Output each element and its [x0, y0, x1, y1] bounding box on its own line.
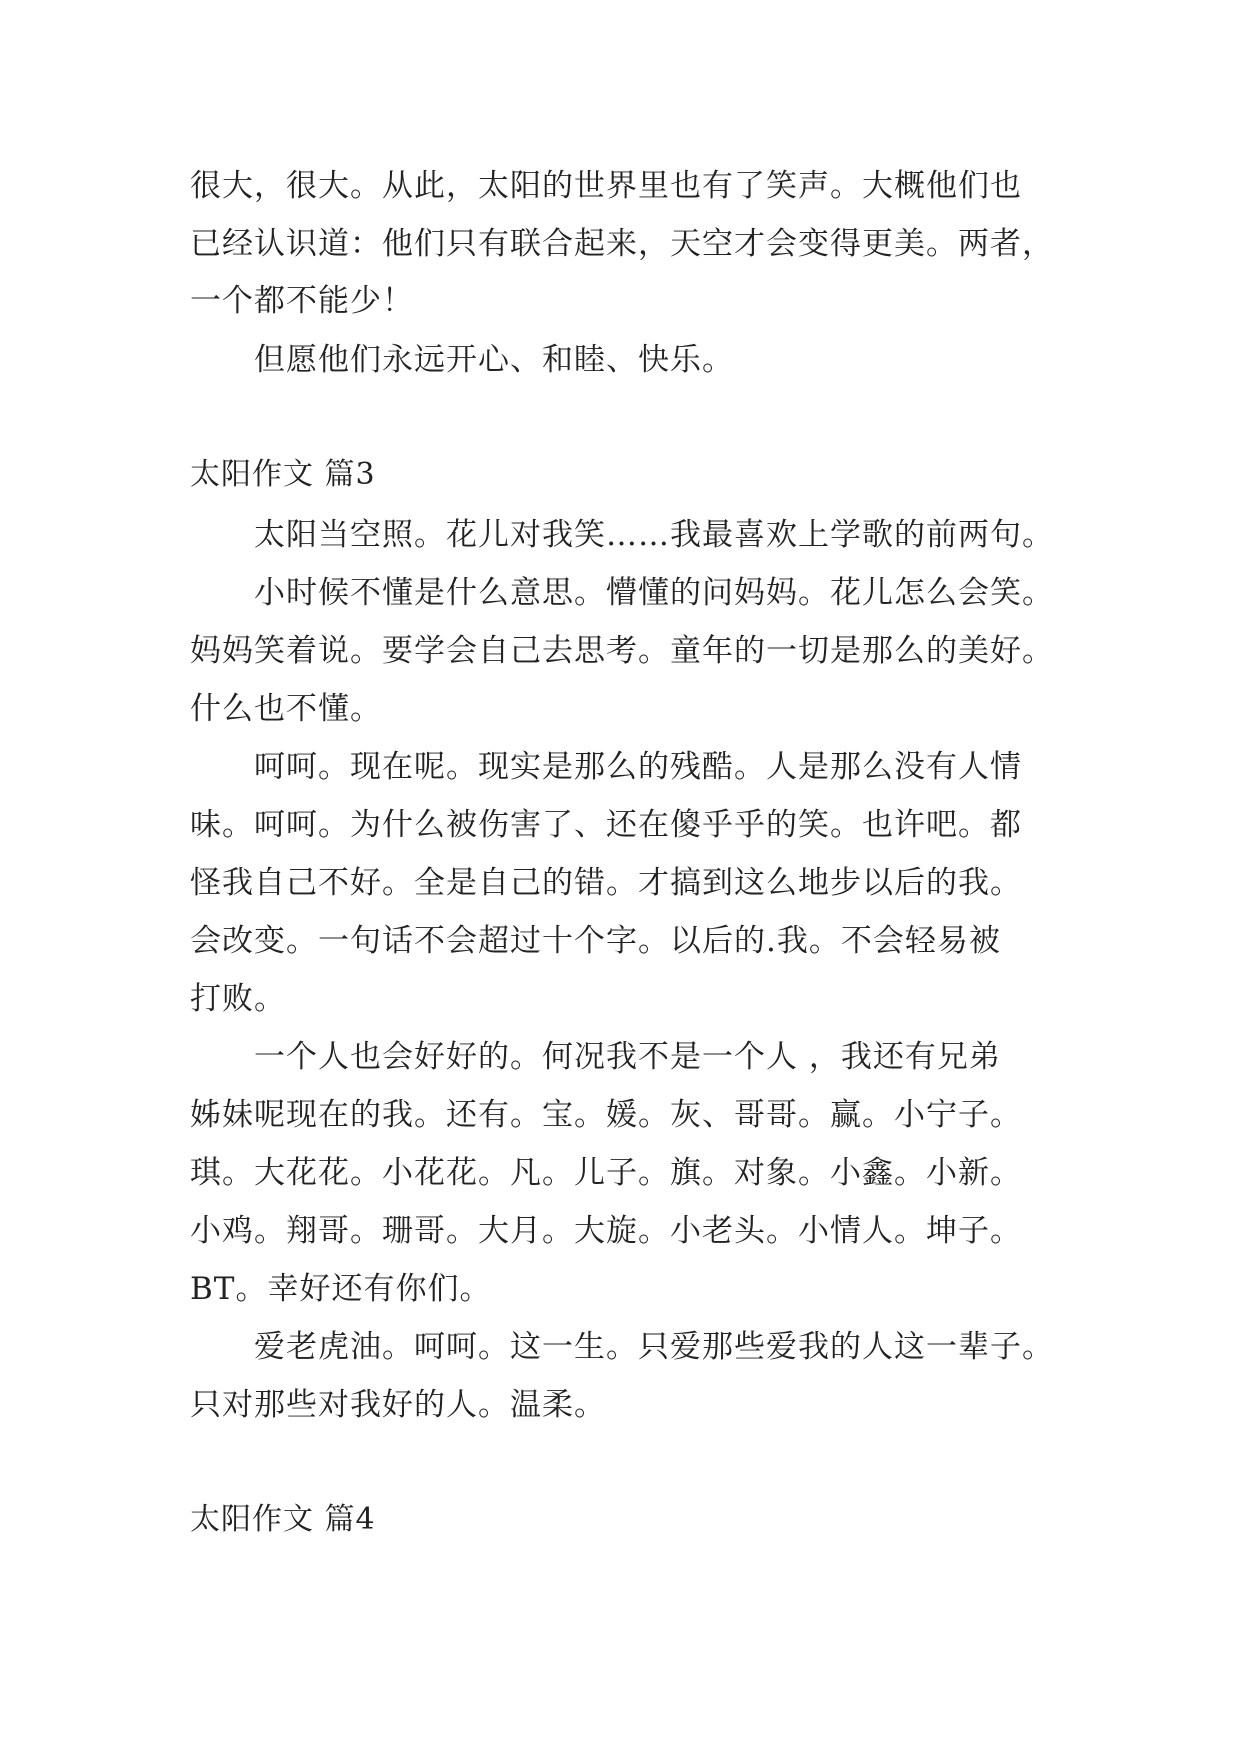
paragraph-line: 呵呵。现在呢。现实是那么的残酷。人是那么没有人情 — [254, 749, 1022, 785]
paragraph-line: 怪我自己不好。全是自己的错。才搞到这么地步以后的我。 — [190, 865, 1022, 901]
paragraph-line: 一个都不能少！ — [190, 283, 414, 319]
paragraph-line: BT。幸好还有你们。 — [190, 1271, 492, 1307]
paragraph-line: 味。呵呵。为什么被伤害了、还在傻乎乎的笑。也许吧。都 — [190, 807, 1022, 843]
paragraph-line: 琪。大花花。小花花。凡。儿子。旗。对象。小鑫。小新。 — [190, 1155, 1022, 1191]
paragraph-line: 爱老虎油。呵呵。这一生。只爱那些爱我的人这一辈子。 — [254, 1329, 1054, 1365]
paragraph-line: 但愿他们永远开心、和睦、快乐。 — [254, 342, 734, 378]
paragraph-line: 打败。 — [190, 981, 286, 1017]
section-heading: 太阳作文 篇4 — [190, 1502, 376, 1537]
paragraph-line: 什么也不懂。 — [190, 691, 382, 727]
paragraph-line: 姊妹呢现在的我。还有。宝。媛。灰、哥哥。赢。小宁子。 — [190, 1097, 1022, 1133]
paragraph-line: 已经认识道：他们只有联合起来，天空才会变得更美。两者， — [190, 226, 1054, 262]
paragraph-line: 小鸡。翔哥。珊哥。大月。大旋。小老头。小情人。坤子。 — [190, 1213, 1022, 1249]
paragraph-line: 太阳当空照。花儿对我笑……我最喜欢上学歌的前两句。 — [254, 517, 1054, 553]
paragraph-line: 小时候不懂是什么意思。懵懂的问妈妈。花儿怎么会笑。 — [254, 575, 1054, 611]
paragraph-line: 只对那些对我好的人。温柔。 — [190, 1387, 606, 1423]
paragraph-line: 会改变。一句话不会超过十个字。以后的.我。不会轻易被 — [190, 923, 1001, 959]
paragraph-line: 很大，很大。从此，太阳的世界里也有了笑声。大概他们也 — [190, 168, 1022, 204]
paragraph-line: 妈妈笑着说。要学会自己去思考。童年的一切是那么的美好。 — [190, 633, 1054, 669]
paragraph-line: 一个人也会好好的。何况我不是一个人 ，我还有兄弟 — [254, 1039, 1001, 1075]
section-heading: 太阳作文 篇3 — [190, 457, 376, 492]
